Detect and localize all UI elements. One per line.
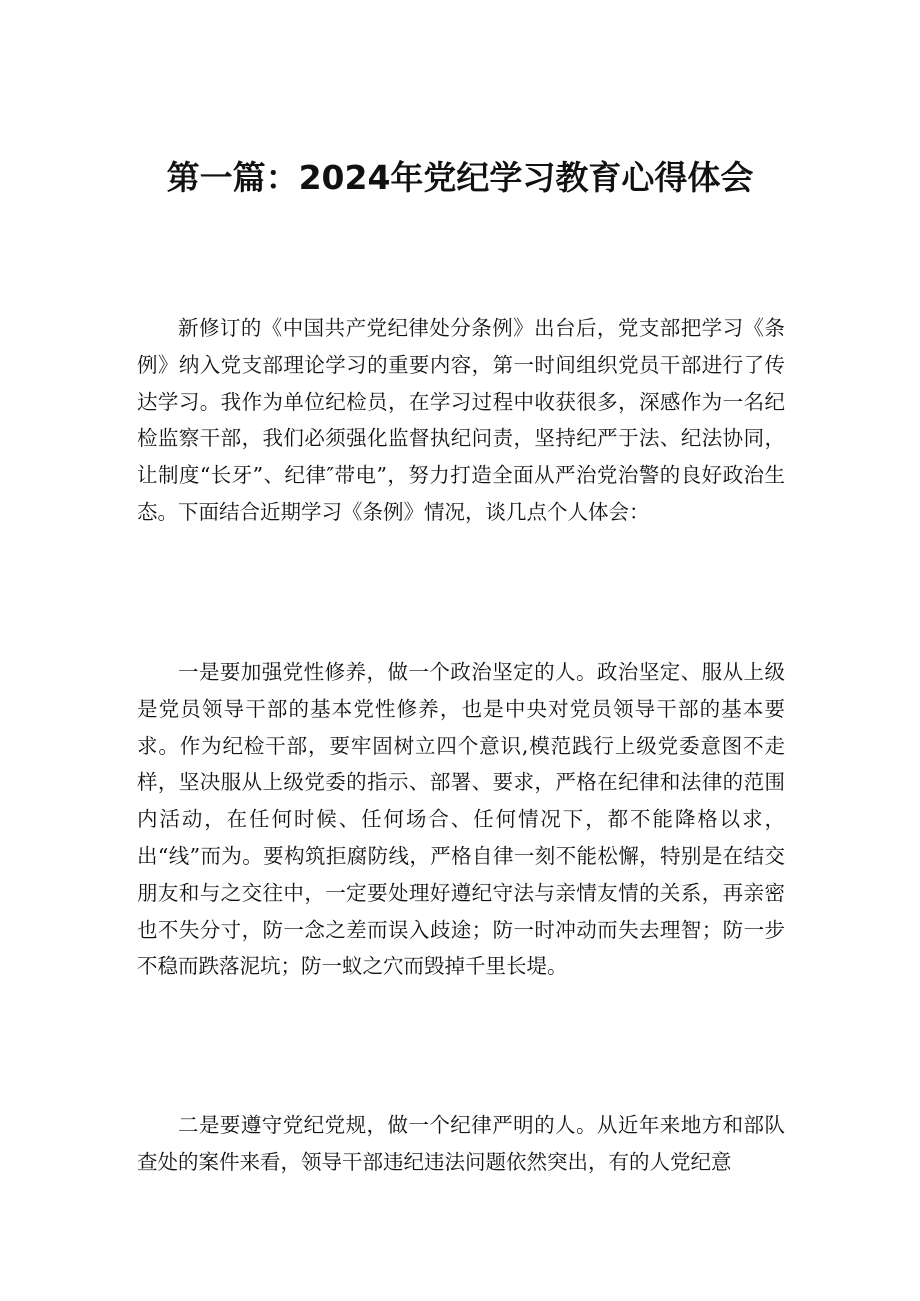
document-title: 第一篇：2024年党纪学习教育心得体会: [166, 158, 754, 197]
paragraph-point-one: 一是要加强党性修养，做一个政治坚定的人。政治坚定、服从上级是党员领导干部的基本党性修养，也是中央对党员领导干部的基本要求。作为纪检干部，要牢固树立四个意识,模范践行上级党委意图不走样，坚决服从上级党委的指示、部署、要求，严格在纪律和法律的范围内活动，在任何时候、任何场合、任何情况下，都不能降格以求，出“线”而为。要构筑拒腐防线，严格自律一刻不能松懈，特别是在结交朋友和与之交往中，一定要处理好遵纪守法与亲情友情的关系，再亲密也不失分寸，防一念之差而误入歧途；防一时冲动而失去理智；防一步不稳而跌落泥坑；防一蚁之穴而毁掉千里长堤。: [137, 660, 785, 979]
paragraph-point-two: 二是要遵守党纪党规，做一个纪律严明的人。从近年来地方和部队查处的案件来看，领导干部违纪违法问题依然突出，有的人党纪意: [137, 1113, 785, 1174]
paragraph-intro: 新修订的《中国共产党纪律处分条例》出台后，党支部把学习《条例》纳入党支部理论学习的重要内容，第一时间组织党员干部进行了传达学习。我作为单位纪检员，在学习过程中收获很多，深感作为一名纪检监察干部，我们必须强化监督执纪问责，坚持纪严于法、纪法协同，让制度“长牙”、纪律″带电”，努力打造全面从严治党治警的良好政治生态。下面结合近期学习《条例》情况，谈几点个人体会：: [137, 316, 785, 524]
